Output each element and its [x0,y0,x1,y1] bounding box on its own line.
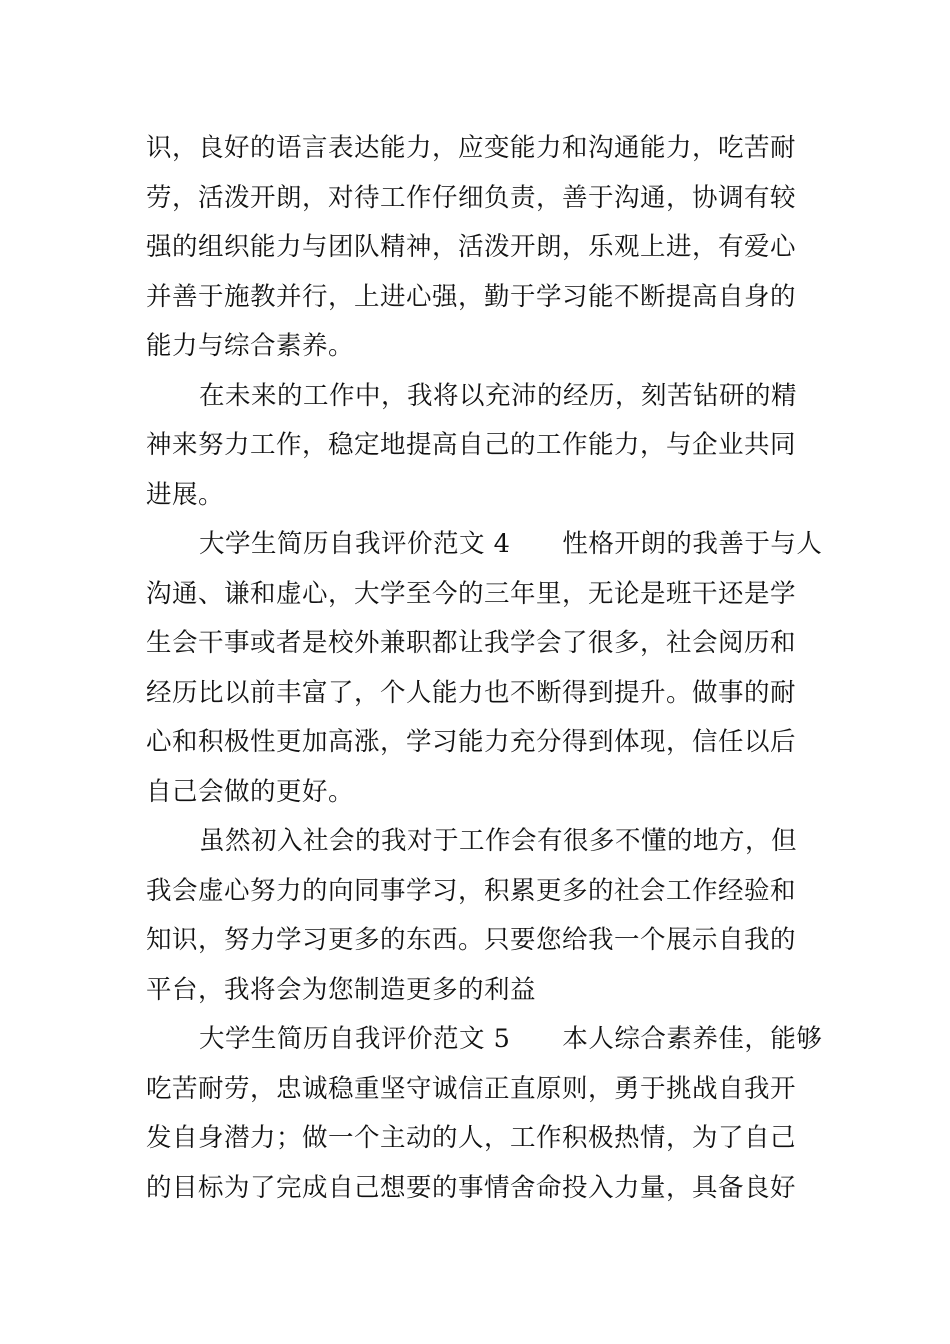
text-line: 沟通、谦和虚心，大学至今的三年里，无论是班干还是学 [146,578,797,609]
text-line: 能力与综合素养。 [146,331,355,361]
text-line-rest: 本人综合素养佳，能够 [562,1024,823,1054]
section-heading: 大学生简历自我评价范文 5 [199,1024,511,1054]
text-line: 经历比以前丰富了，个人能力也不断得到提升。做事的耐 [146,677,797,708]
text-line-rest: 性格开朗的我善于与人 [562,529,823,559]
text-line: 生会干事或者是校外兼职都让我学会了很多，社会阅历和 [146,628,797,658]
heading-line [146,1015,823,1065]
text-line: 神来努力工作，稳定地提高自己的工作能力，与企业共同 [146,430,797,460]
text-line: 劳，活泼开朗，对待工作仔细负责，善于沟通，协调有较 [146,182,797,213]
text-line: 虽然初入社会的我对于工作会有很多不懂的地方，但 [199,826,798,856]
paragraph-2 [146,372,810,521]
section-heading: 大学生简历自我评价范文 4 [199,529,511,559]
text-line: 并善于施教并行，上进心强，勤于学习能不断提高自身的 [146,281,797,312]
text-line: 自己会做的更好。 [146,776,355,807]
text-line: 发自身潜力；做一个主动的人，工作积极热情，为了自己 [146,1123,797,1153]
text-line: 心和积极性更加高涨，学习能力充分得到体现，信任以后 [146,727,797,757]
text-line: 的目标为了完成自己想要的事情舍命投入力量，具备良好 [146,1172,797,1203]
text-line: 平台，我将会为您制造更多的利益 [146,974,537,1005]
text-line: 在未来的工作中，我将以充沛的经历，刻苦钻研的精 [199,380,798,411]
text-line: 我会虚心努力的向同事学习，积累更多的社会工作经验和 [146,875,797,906]
paragraph-1 [146,124,810,372]
paragraph-4 [146,817,810,1015]
text-line: 吃苦耐劳，忠诚稳重坚守诚信正直原则，勇于挑战自我开 [146,1073,797,1104]
text-line: 知识，努力学习更多的东西。只要您给我一个展示自我的 [146,925,797,955]
text-line: 进展。 [146,479,225,510]
paragraph-sample-4 [146,520,823,817]
paragraph-sample-5 [146,1015,823,1213]
document-body [146,124,823,1213]
text-line: 识，良好的语言表达能力，应变能力和沟通能力，吃苦耐 [146,133,797,163]
text-line: 强的组织能力与团队精神，活泼开朗，乐观上进，有爱心 [146,232,797,262]
heading-line [146,520,823,570]
